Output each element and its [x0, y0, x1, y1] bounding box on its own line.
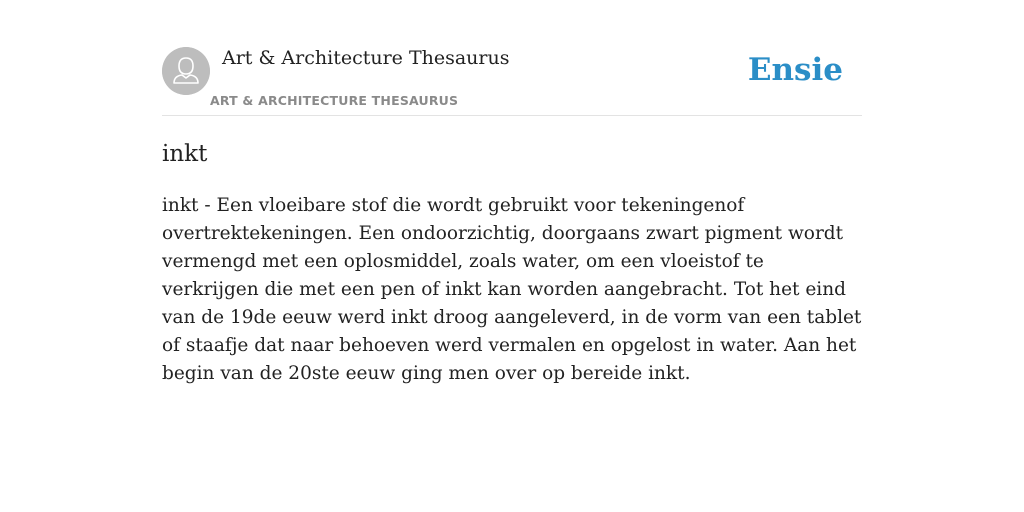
source-subtitle: ART & ARCHITECTURE THESAURUS: [210, 93, 459, 108]
entry-card: [162, 0, 862, 512]
entry-header: [162, 0, 862, 116]
entry-definition: inkt - Een vloeibare stof die wordt gebruikt voor tekeningenof overtrektekeningen. Een ondoorzichtig, doorgaans zwart pigment wordt vermengd met een oplosmiddel, zoals water, om een vloeistof te verkrijgen die met een pen of inkt kan worden aangebracht. Tot het eind van de 19de eeuw werd inkt droog aangeleverd, in de vorm van een tablet of staafje dat naar behoeven werd vermalen en opgelost in water. Aan het begin van de 20ste eeuw ging men over op bereide inkt.: [162, 195, 862, 384]
user-avatar-icon[interactable]: [162, 47, 210, 95]
source-title[interactable]: Art & Architecture Thesaurus: [222, 47, 510, 69]
brand-logo[interactable]: Ensie: [747, 52, 843, 88]
entry-term: inkt: [162, 141, 208, 167]
